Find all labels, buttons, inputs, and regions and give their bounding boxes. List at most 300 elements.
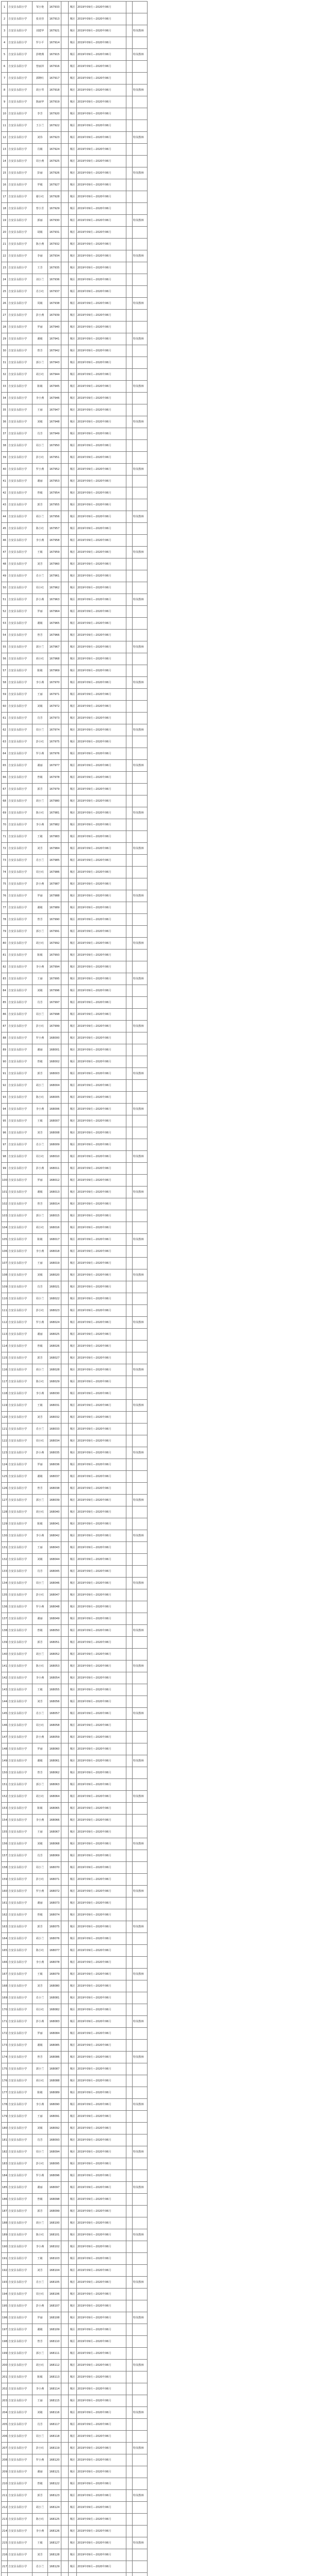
blank-cell: [126, 262, 133, 274]
table-row: [2, 1187, 148, 1198]
blank-cell: [126, 1767, 133, 1779]
table-row: [2, 1388, 148, 1400]
location-cell: 城区: [69, 61, 77, 73]
location-cell: 城区: [69, 2371, 77, 2383]
note-cell: 特岗教师: [133, 1234, 148, 1246]
id-cell: 168101: [48, 2229, 61, 2241]
blank-cell: [61, 1115, 69, 1127]
id-cell: 168110: [48, 2336, 61, 2348]
period-cell: 2019年09月—2020年06月: [77, 973, 126, 985]
location-cell: 城区: [69, 2217, 77, 2229]
note-cell: [133, 239, 148, 250]
id-cell: 168069: [48, 1850, 61, 1862]
id-cell: 168107: [48, 2300, 61, 2312]
school-cell: 吉安县永阳小学: [8, 570, 32, 582]
period-cell: 2019年09月—2020年06月: [77, 1566, 126, 1578]
blank-cell: [61, 2016, 69, 2028]
id-cell: 168045: [48, 1566, 61, 1578]
name-cell: 周小红: [32, 582, 48, 594]
blank-cell: [126, 713, 133, 724]
blank-cell: [126, 2170, 133, 2182]
period-cell: 2019年09月—2020年06月: [77, 1400, 126, 1412]
row-number-cell: 50: [2, 582, 8, 594]
id-cell: 167914: [48, 37, 61, 49]
blank-cell: [61, 973, 69, 985]
blank-cell: [126, 831, 133, 843]
table-row: [2, 1246, 148, 1258]
blank-cell: [61, 2443, 69, 2454]
period-cell: 2019年09月—2020年06月: [77, 2443, 126, 2454]
location-cell: 城区: [69, 2016, 77, 2028]
blank-cell: [61, 96, 69, 108]
blank-cell: [61, 1293, 69, 1305]
period-cell: 2019年09月—2020年06月: [77, 239, 126, 250]
period-cell: 2019年09月—2020年06月: [77, 1755, 126, 1767]
table-row: [2, 606, 148, 618]
name-cell: 郭小兰: [32, 1495, 48, 1506]
blank-cell: [61, 1921, 69, 1933]
school-cell: 吉安县永阳小学: [8, 2063, 32, 2075]
row-number-cell: 171: [2, 2016, 8, 2028]
table-row: [2, 523, 148, 535]
period-cell: 2019年09月—2020年06月: [77, 2289, 126, 2300]
row-number-cell: 181: [2, 2134, 8, 2146]
id-cell: 167939: [48, 310, 61, 321]
table-row: [2, 1826, 148, 1838]
location-cell: 城区: [69, 2431, 77, 2443]
note-cell: [133, 1518, 148, 1530]
row-number-cell: 25: [2, 286, 8, 298]
period-cell: 2019年09月—2020年06月: [77, 310, 126, 321]
location-cell: 城区: [69, 1222, 77, 1234]
blank-cell: [61, 2348, 69, 2360]
location-cell: 城区: [69, 748, 77, 760]
blank-cell: [61, 1660, 69, 1672]
note-cell: [133, 1198, 148, 1210]
period-cell: 2019年09月—2020年06月: [77, 2206, 126, 2217]
row-number-cell: 149: [2, 1755, 8, 1767]
period-cell: 2019年09月—2020年06月: [77, 950, 126, 961]
period-cell: 2019年09月—2020年06月: [77, 653, 126, 665]
name-cell: 周敏: [32, 298, 48, 310]
blank-cell: [61, 2182, 69, 2194]
id-cell: 168012: [48, 1175, 61, 1187]
school-cell: 吉安县永阳小学: [8, 689, 32, 701]
blank-cell: [61, 203, 69, 215]
blank-cell: [126, 1269, 133, 1281]
note-cell: [133, 558, 148, 570]
row-number-cell: 9: [2, 96, 8, 108]
id-cell: [48, 2573, 61, 2576]
name-cell: [32, 2573, 48, 2576]
period-cell: 2019年09月—2020年06月: [77, 2466, 126, 2478]
school-cell: 吉安县永阳小学: [8, 298, 32, 310]
blank-cell: [61, 594, 69, 606]
period-cell: 2019年09月—2020年06月: [77, 1886, 126, 1897]
id-cell: 167977: [48, 760, 61, 772]
note-cell: [133, 1341, 148, 1352]
name-cell: 周小兰: [32, 2431, 48, 2443]
blank-cell: [61, 1791, 69, 1803]
table-row: [2, 1696, 148, 1708]
note-cell: [133, 1435, 148, 1447]
table-row: [2, 2052, 148, 2063]
period-cell: 2019年09月—2020年06月: [77, 1945, 126, 1957]
blank-cell: [126, 950, 133, 961]
location-cell: 城区: [69, 807, 77, 819]
school-cell: 吉安县永阳小学: [8, 1139, 32, 1151]
location-cell: 城区: [69, 772, 77, 784]
school-cell: 吉安县永阳小学: [8, 416, 32, 428]
period-cell: 2019年09月—2020年06月: [77, 2111, 126, 2123]
name-cell: 刘芳: [32, 1696, 48, 1708]
id-cell: 167935: [48, 262, 61, 274]
school-cell: 吉安县永阳小学: [8, 1506, 32, 1518]
blank-cell: [61, 1021, 69, 1032]
blank-cell: [61, 1483, 69, 1495]
school-cell: 吉安县永阳小学: [8, 1246, 32, 1258]
id-cell: 167943: [48, 357, 61, 369]
blank-cell: [61, 831, 69, 843]
blank-cell: [126, 2454, 133, 2466]
location-cell: 城区: [69, 120, 77, 132]
location-cell: 城区: [69, 13, 77, 25]
row-number-cell: 31: [2, 357, 8, 369]
note-cell: [133, 321, 148, 333]
name-cell: 刘敏: [32, 1269, 48, 1281]
name-cell: 罗丽: [32, 1175, 48, 1187]
blank-cell: [61, 2454, 69, 2466]
blank-cell: [61, 1625, 69, 1637]
row-number-cell: 175: [2, 2063, 8, 2075]
location-cell: 城区: [69, 1554, 77, 1566]
note-cell: [133, 689, 148, 701]
name-cell: 罗小燕: [32, 2170, 48, 2182]
location-cell: 城区: [69, 1435, 77, 1447]
row-number-cell: 200: [2, 2360, 8, 2371]
row-number-cell: 191: [2, 2253, 8, 2265]
note-cell: [133, 1933, 148, 1945]
name-cell: 曾敏: [32, 2194, 48, 2206]
note-cell: 特岗教师: [133, 547, 148, 558]
school-cell: 吉安县永阳小学: [8, 84, 32, 96]
row-number-cell: 5: [2, 49, 8, 61]
period-cell: 2019年09月—2020年06月: [77, 772, 126, 784]
location-cell: 城区: [69, 2419, 77, 2431]
table-row: [2, 701, 148, 713]
school-cell: 吉安县永阳小学: [8, 108, 32, 120]
name-cell: 王丽: [32, 2111, 48, 2123]
blank-cell: [61, 2419, 69, 2431]
id-cell: 167916: [48, 61, 61, 73]
id-cell: 168076: [48, 1933, 61, 1945]
blank-cell: [61, 914, 69, 926]
table-row: [2, 1945, 148, 1957]
period-cell: 2019年09月—2020年06月: [77, 1589, 126, 1601]
table-row: [2, 1732, 148, 1743]
id-cell: 167997: [48, 997, 61, 1009]
blank-cell: [126, 1921, 133, 1933]
blank-cell: [126, 1044, 133, 1056]
location-cell: 城区: [69, 1293, 77, 1305]
table-row: [2, 760, 148, 772]
name-cell: 罗小燕: [32, 2454, 48, 2466]
note-cell: 特岗教师: [133, 2537, 148, 2549]
table-row: [2, 1009, 148, 1021]
location-cell: 城区: [69, 1044, 77, 1056]
id-cell: 167959: [48, 547, 61, 558]
table-row: [2, 37, 148, 49]
name-cell: 周小兰: [32, 2146, 48, 2158]
row-number-cell: 165: [2, 1945, 8, 1957]
row-number-cell: 94: [2, 1104, 8, 1115]
period-cell: 2019年09月—2020年06月: [77, 1435, 126, 1447]
row-number-cell: 212: [2, 2502, 8, 2514]
blank-cell: [126, 2336, 133, 2348]
id-cell: 168044: [48, 1554, 61, 1566]
period-cell: 2019年09月—2020年06月: [77, 1104, 126, 1115]
note-cell: 特岗教师: [133, 677, 148, 689]
school-cell: 吉安县永阳小学: [8, 1317, 32, 1329]
period-cell: 2019年09月—2020年06月: [77, 2312, 126, 2324]
table-row: [2, 2407, 148, 2419]
location-cell: 城区: [69, 2229, 77, 2241]
name-cell: 彭小燕: [32, 594, 48, 606]
school-cell: 吉安县永阳小学: [8, 2170, 32, 2182]
table-row: [2, 144, 148, 156]
location-cell: 城区: [69, 2300, 77, 2312]
table-row: [2, 547, 148, 558]
location-cell: 城区: [69, 2407, 77, 2419]
blank-cell: [61, 1210, 69, 1222]
name-cell: 彭小红: [32, 1874, 48, 1886]
location-cell: 城区: [69, 1127, 77, 1139]
row-number-cell: 13: [2, 144, 8, 156]
row-number-cell: 211: [2, 2490, 8, 2502]
table-row: [2, 476, 148, 487]
period-cell: 2019年09月—2020年06月: [77, 2348, 126, 2360]
blank-cell: [126, 2, 133, 13]
row-number-cell: 12: [2, 132, 8, 144]
id-cell: 168121: [48, 2466, 61, 2478]
school-cell: 吉安县永阳小学: [8, 1815, 32, 1826]
blank-cell: [126, 49, 133, 61]
school-cell: 吉安县永阳小学: [8, 2549, 32, 2561]
name-cell: 罗小燕: [32, 1032, 48, 1044]
period-cell: 2019年09月—2020年06月: [77, 1957, 126, 1969]
row-number-cell: 130: [2, 1530, 8, 1542]
location-cell: 城区: [69, 914, 77, 926]
period-cell: 2019年09月—2020年06月: [77, 13, 126, 25]
row-number-cell: 196: [2, 2312, 8, 2324]
id-cell: 167967: [48, 641, 61, 653]
id-cell: 168056: [48, 1696, 61, 1708]
school-cell: 吉安县永阳小学: [8, 511, 32, 523]
table-row: [2, 416, 148, 428]
school-cell: 吉安县永阳小学: [8, 2028, 32, 2040]
school-cell: 吉安县永阳小学: [8, 1945, 32, 1957]
location-cell: 城区: [69, 795, 77, 807]
row-number-cell: 166: [2, 1957, 8, 1969]
blank-cell: [61, 2063, 69, 2075]
row-number-cell: 159: [2, 1874, 8, 1886]
row-number-cell: 46: [2, 535, 8, 547]
id-cell: 168100: [48, 2217, 61, 2229]
school-cell: 吉安县永阳小学: [8, 653, 32, 665]
note-cell: [133, 1281, 148, 1293]
location-cell: 城区: [69, 2526, 77, 2537]
name-cell: 郭小兰: [32, 2348, 48, 2360]
blank-cell: [126, 1459, 133, 1471]
table-row: [2, 867, 148, 878]
period-cell: 2019年09月—2020年06月: [77, 1388, 126, 1400]
blank-cell: [61, 1447, 69, 1459]
note-cell: [133, 1909, 148, 1921]
period-cell: 2019年09月—2020年06月: [77, 84, 126, 96]
blank-cell: [61, 2502, 69, 2514]
period-cell: 2019年09月—2020年06月: [77, 1637, 126, 1649]
blank-cell: [61, 2324, 69, 2336]
note-cell: 特岗教师: [133, 1969, 148, 1980]
blank-cell: [61, 345, 69, 357]
school-cell: 吉安县永阳小学: [8, 2265, 32, 2277]
note-cell: [133, 2371, 148, 2383]
note-cell: [133, 2478, 148, 2490]
table-row: [2, 2123, 148, 2134]
location-cell: 城区: [69, 701, 77, 713]
blank-cell: [61, 807, 69, 819]
school-cell: 吉安县永阳小学: [8, 61, 32, 73]
school-cell: 吉安县永阳小学: [8, 464, 32, 476]
blank-cell: [126, 333, 133, 345]
blank-cell: [61, 1009, 69, 1021]
blank-cell: [126, 2419, 133, 2431]
table-row: [2, 487, 148, 499]
period-cell: 2019年09月—2020年06月: [77, 499, 126, 511]
name-cell: 王敏: [32, 2253, 48, 2265]
blank-cell: [61, 215, 69, 227]
note-cell: 特岗教师: [133, 25, 148, 37]
school-cell: 吉安县永阳小学: [8, 1566, 32, 1578]
row-number-cell: 195: [2, 2300, 8, 2312]
note-cell: [133, 795, 148, 807]
school-cell: 吉安县永阳小学: [8, 428, 32, 440]
note-cell: [133, 96, 148, 108]
school-cell: 吉安县永阳小学: [8, 2478, 32, 2490]
id-cell: 168097: [48, 2182, 61, 2194]
blank-cell: [126, 938, 133, 950]
id-cell: 168008: [48, 1127, 61, 1139]
table-row: [2, 1364, 148, 1376]
table-row: [2, 2277, 148, 2289]
blank-cell: [126, 1578, 133, 1589]
school-cell: 吉安县永阳小学: [8, 1696, 32, 1708]
id-cell: 168129: [48, 2561, 61, 2573]
location-cell: 城区: [69, 1613, 77, 1625]
period-cell: 2019年09月—2020年06月: [77, 428, 126, 440]
table-row: [2, 1874, 148, 1886]
id-cell: 168127: [48, 2537, 61, 2549]
blank-cell: [126, 2182, 133, 2194]
school-cell: 吉安县永阳小学: [8, 2490, 32, 2502]
period-cell: 2019年09月—2020年06月: [77, 594, 126, 606]
name-cell: 罗丽: [32, 1459, 48, 1471]
row-number-cell: 96: [2, 1127, 8, 1139]
blank-cell: [126, 250, 133, 262]
blank-cell: [126, 428, 133, 440]
period-cell: 2019年09月—2020年06月: [77, 2194, 126, 2206]
row-number-cell: 155: [2, 1826, 8, 1838]
blank-cell: [61, 902, 69, 914]
location-cell: 城区: [69, 867, 77, 878]
table-row: [2, 1708, 148, 1720]
period-cell: 2019年09月—2020年06月: [77, 1838, 126, 1850]
note-cell: 特岗教师: [133, 1708, 148, 1720]
id-cell: 168020: [48, 1269, 61, 1281]
row-number-cell: 179: [2, 2111, 8, 2123]
school-cell: 吉安县永阳小学: [8, 2537, 32, 2549]
blank-cell: [61, 1080, 69, 1092]
location-cell: 城区: [69, 736, 77, 748]
name-cell: 王敏: [32, 1400, 48, 1412]
id-cell: 168022: [48, 1293, 61, 1305]
blank-cell: [61, 1933, 69, 1945]
school-cell: 吉安县永阳小学: [8, 950, 32, 961]
table-row: [2, 1862, 148, 1874]
note-cell: 特岗教师: [133, 250, 148, 262]
blank-cell: [61, 1803, 69, 1815]
table-row: [2, 167, 148, 179]
location-cell: 城区: [69, 440, 77, 452]
note-cell: [133, 2395, 148, 2407]
school-cell: 吉安县永阳小学: [8, 1672, 32, 1684]
period-cell: 2019年09月—2020年06月: [77, 2526, 126, 2537]
table-row: [2, 1779, 148, 1791]
row-number-cell: 114: [2, 1341, 8, 1352]
blank-cell: [61, 1767, 69, 1779]
blank-cell: [126, 108, 133, 120]
blank-cell: [126, 2040, 133, 2052]
name-cell: 彭小红: [32, 1589, 48, 1601]
location-cell: 城区: [69, 1850, 77, 1862]
period-cell: 2019年09月—2020年06月: [77, 855, 126, 867]
blank-cell: [61, 1435, 69, 1447]
location-cell: 城区: [69, 96, 77, 108]
note-cell: 特岗教师: [133, 1317, 148, 1329]
row-number-cell: 160: [2, 1886, 8, 1897]
row-number-cell: [2, 2573, 8, 2576]
name-cell: 陈小红: [32, 2514, 48, 2526]
school-cell: 吉安县永阳小学: [8, 333, 32, 345]
id-cell: 168099: [48, 2206, 61, 2217]
note-cell: [133, 499, 148, 511]
location-cell: 城区: [69, 1305, 77, 1317]
name-cell: 肖芳: [32, 2419, 48, 2431]
table-row: [2, 1269, 148, 1281]
period-cell: 2019年09月—2020年06月: [77, 1376, 126, 1388]
note-cell: [133, 2300, 148, 2312]
table-row: [2, 2502, 148, 2514]
note-cell: [133, 452, 148, 464]
period-cell: 2019年09月—2020年06月: [77, 1601, 126, 1613]
period-cell: 2019年09月—2020年06月: [77, 333, 126, 345]
blank-cell: [61, 677, 69, 689]
school-cell: 吉安县永阳小学: [8, 558, 32, 570]
table-row: [2, 2040, 148, 2052]
id-cell: 168009: [48, 1139, 61, 1151]
row-number-cell: 79: [2, 926, 8, 938]
period-cell: 2019年09月—2020年06月: [77, 784, 126, 795]
